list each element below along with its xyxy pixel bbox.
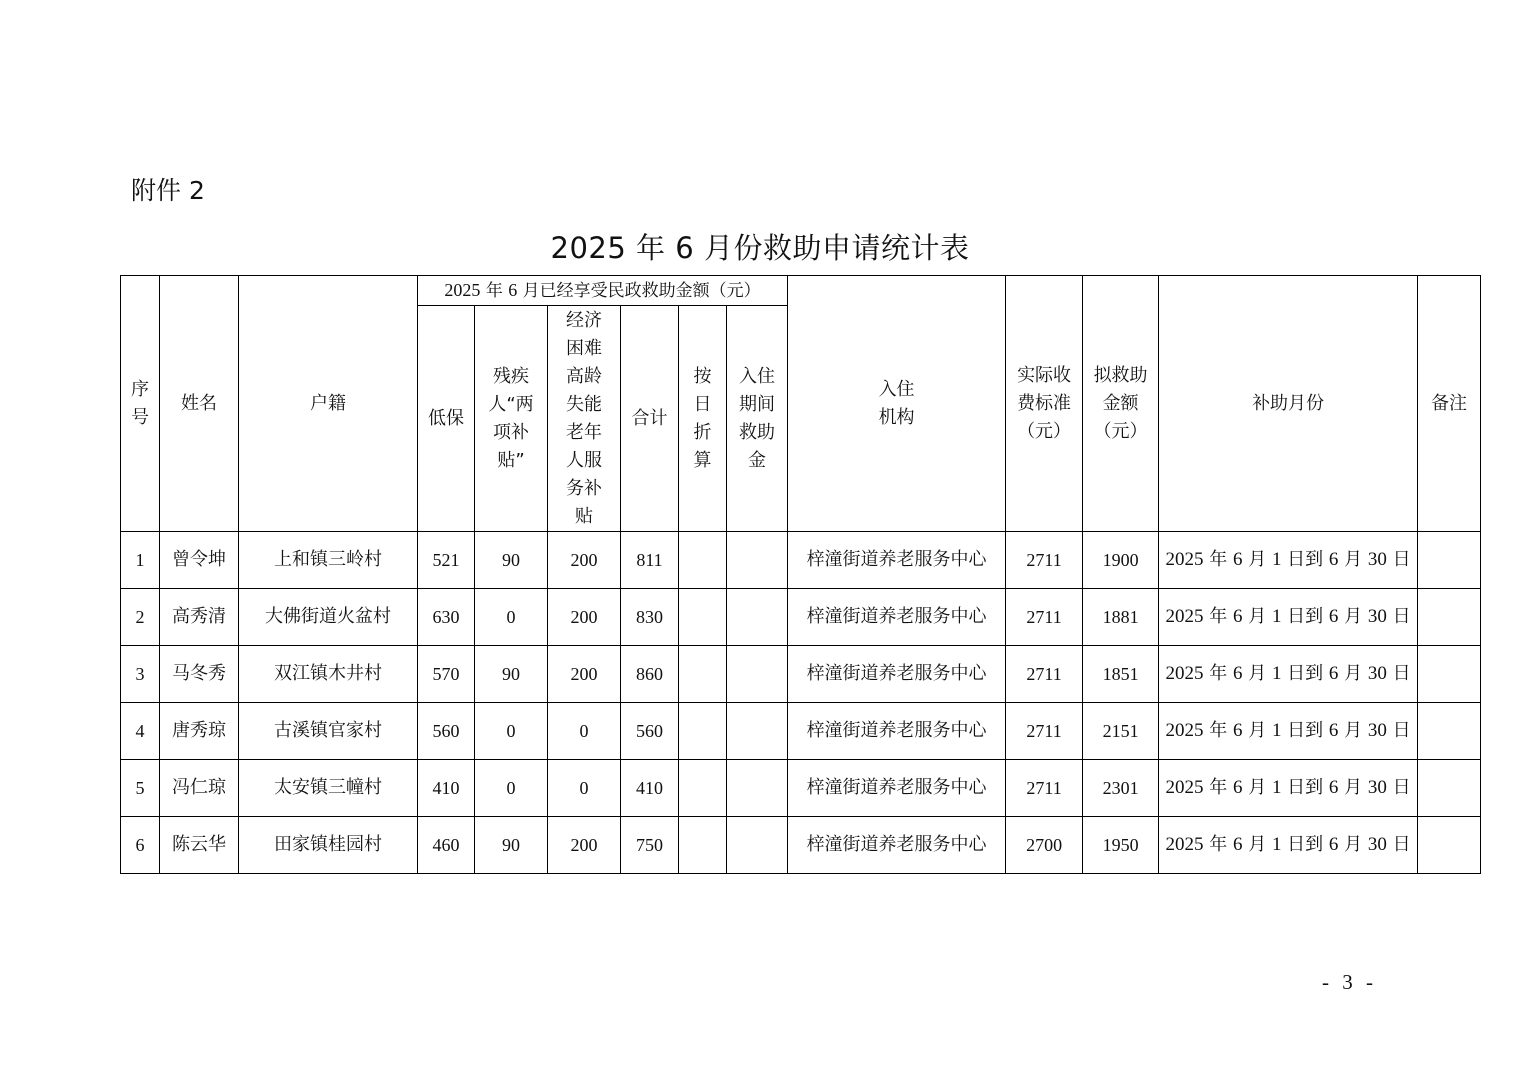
seq-cell: 4	[121, 703, 160, 760]
daily-cell	[679, 760, 727, 817]
header-name: 姓名	[160, 276, 239, 532]
header-proposed-amount: 拟救助 金额 （元）	[1083, 276, 1159, 532]
institution-cell: 梓潼街道养老服务中心	[788, 703, 1006, 760]
remark-cell	[1418, 760, 1481, 817]
total-cell: 811	[621, 532, 679, 589]
actual-fee-cell: 2711	[1006, 589, 1083, 646]
disability-cell: 90	[475, 646, 548, 703]
institution-cell: 梓潼街道养老服务中心	[788, 760, 1006, 817]
name-cell: 冯仁琼	[160, 760, 239, 817]
proposed-amount-cell: 1851	[1083, 646, 1159, 703]
total-cell: 410	[621, 760, 679, 817]
household-cell: 双江镇木井村	[239, 646, 418, 703]
actual-fee-cell: 2711	[1006, 532, 1083, 589]
stay-aid-cell	[727, 532, 788, 589]
subsidy-month-cell: 2025 年 6 月 1 日到 6 月 30 日	[1159, 532, 1418, 589]
remark-cell	[1418, 646, 1481, 703]
table-row	[121, 589, 1481, 646]
daily-cell	[679, 532, 727, 589]
remark-cell	[1418, 703, 1481, 760]
subsidy-month-cell: 2025 年 6 月 1 日到 6 月 30 日	[1159, 589, 1418, 646]
remark-cell	[1418, 589, 1481, 646]
total-cell: 860	[621, 646, 679, 703]
header-daily-prorate: 按 日 折 算	[679, 306, 727, 532]
daily-cell	[679, 646, 727, 703]
name-cell: 曾令坤	[160, 532, 239, 589]
name-cell: 唐秀琼	[160, 703, 239, 760]
elderly-cell: 200	[548, 817, 621, 874]
table-row	[121, 646, 1481, 703]
institution-cell: 梓潼街道养老服务中心	[788, 532, 1006, 589]
stay-aid-cell	[727, 703, 788, 760]
aid-statistics-table	[120, 275, 1481, 874]
proposed-amount-cell: 2151	[1083, 703, 1159, 760]
header-seq: 序 号	[121, 276, 160, 532]
proposed-amount-cell: 1881	[1083, 589, 1159, 646]
institution-cell: 梓潼街道养老服务中心	[788, 646, 1006, 703]
dibao-cell: 410	[418, 760, 475, 817]
header-household: 户籍	[239, 276, 418, 532]
actual-fee-cell: 2711	[1006, 646, 1083, 703]
disability-cell: 0	[475, 703, 548, 760]
elderly-cell: 0	[548, 760, 621, 817]
institution-cell: 梓潼街道养老服务中心	[788, 589, 1006, 646]
actual-fee-cell: 2700	[1006, 817, 1083, 874]
household-cell: 田家镇桂园村	[239, 817, 418, 874]
household-cell: 大佛街道火盆村	[239, 589, 418, 646]
seq-cell: 1	[121, 532, 160, 589]
stay-aid-cell	[727, 760, 788, 817]
stay-aid-cell	[727, 817, 788, 874]
header-disability-subsidy: 残疾 人“两 项补 贴”	[475, 306, 548, 532]
seq-cell: 3	[121, 646, 160, 703]
subsidy-month-cell: 2025 年 6 月 1 日到 6 月 30 日	[1159, 817, 1418, 874]
seq-cell: 2	[121, 589, 160, 646]
table-row	[121, 760, 1481, 817]
page-number: - 3 -	[1322, 970, 1377, 994]
disability-cell: 0	[475, 589, 548, 646]
elderly-cell: 200	[548, 589, 621, 646]
disability-cell: 90	[475, 532, 548, 589]
header-elderly-service-subsidy: 经济 困难 高龄 失能 老年 人服 务补 贴	[548, 306, 621, 532]
header-remark: 备注	[1418, 276, 1481, 532]
actual-fee-cell: 2711	[1006, 760, 1083, 817]
header-total: 合计	[621, 306, 679, 532]
header-row-top	[121, 276, 1481, 306]
total-cell: 750	[621, 817, 679, 874]
name-cell: 高秀清	[160, 589, 239, 646]
household-cell: 太安镇三幢村	[239, 760, 418, 817]
header-subsidy-month: 补助月份	[1159, 276, 1418, 532]
daily-cell	[679, 589, 727, 646]
dibao-cell: 460	[418, 817, 475, 874]
dibao-cell: 560	[418, 703, 475, 760]
seq-cell: 5	[121, 760, 160, 817]
dibao-cell: 570	[418, 646, 475, 703]
attachment-label: 附件 2	[131, 176, 205, 205]
header-actual-fee: 实际收 费标准 （元）	[1006, 276, 1083, 532]
header-stay-aid: 入住 期间 救助 金	[727, 306, 788, 532]
subsidy-month-cell: 2025 年 6 月 1 日到 6 月 30 日	[1159, 646, 1418, 703]
subsidy-month-cell: 2025 年 6 月 1 日到 6 月 30 日	[1159, 760, 1418, 817]
stay-aid-cell	[727, 646, 788, 703]
elderly-cell: 200	[548, 646, 621, 703]
dibao-cell: 630	[418, 589, 475, 646]
dibao-cell: 521	[418, 532, 475, 589]
header-dibao: 低保	[418, 306, 475, 532]
table-row	[121, 703, 1481, 760]
name-cell: 陈云华	[160, 817, 239, 874]
page-title: 2025 年 6 月份救助申请统计表	[550, 231, 970, 265]
actual-fee-cell: 2711	[1006, 703, 1083, 760]
household-cell: 古溪镇官家村	[239, 703, 418, 760]
daily-cell	[679, 817, 727, 874]
remark-cell	[1418, 532, 1481, 589]
daily-cell	[679, 703, 727, 760]
table-row	[121, 532, 1481, 589]
subsidy-month-cell: 2025 年 6 月 1 日到 6 月 30 日	[1159, 703, 1418, 760]
remark-cell	[1418, 817, 1481, 874]
elderly-cell: 0	[548, 703, 621, 760]
name-cell: 马冬秀	[160, 646, 239, 703]
elderly-cell: 200	[548, 532, 621, 589]
household-cell: 上和镇三岭村	[239, 532, 418, 589]
table-row	[121, 817, 1481, 874]
proposed-amount-cell: 1900	[1083, 532, 1159, 589]
proposed-amount-cell: 2301	[1083, 760, 1159, 817]
stay-aid-cell	[727, 589, 788, 646]
proposed-amount-cell: 1950	[1083, 817, 1159, 874]
header-received-aid-group: 2025 年 6 月已经享受民政救助金额（元）	[418, 276, 788, 306]
total-cell: 560	[621, 703, 679, 760]
disability-cell: 90	[475, 817, 548, 874]
header-institution: 入住 机构	[788, 276, 1006, 532]
institution-cell: 梓潼街道养老服务中心	[788, 817, 1006, 874]
seq-cell: 6	[121, 817, 160, 874]
disability-cell: 0	[475, 760, 548, 817]
total-cell: 830	[621, 589, 679, 646]
